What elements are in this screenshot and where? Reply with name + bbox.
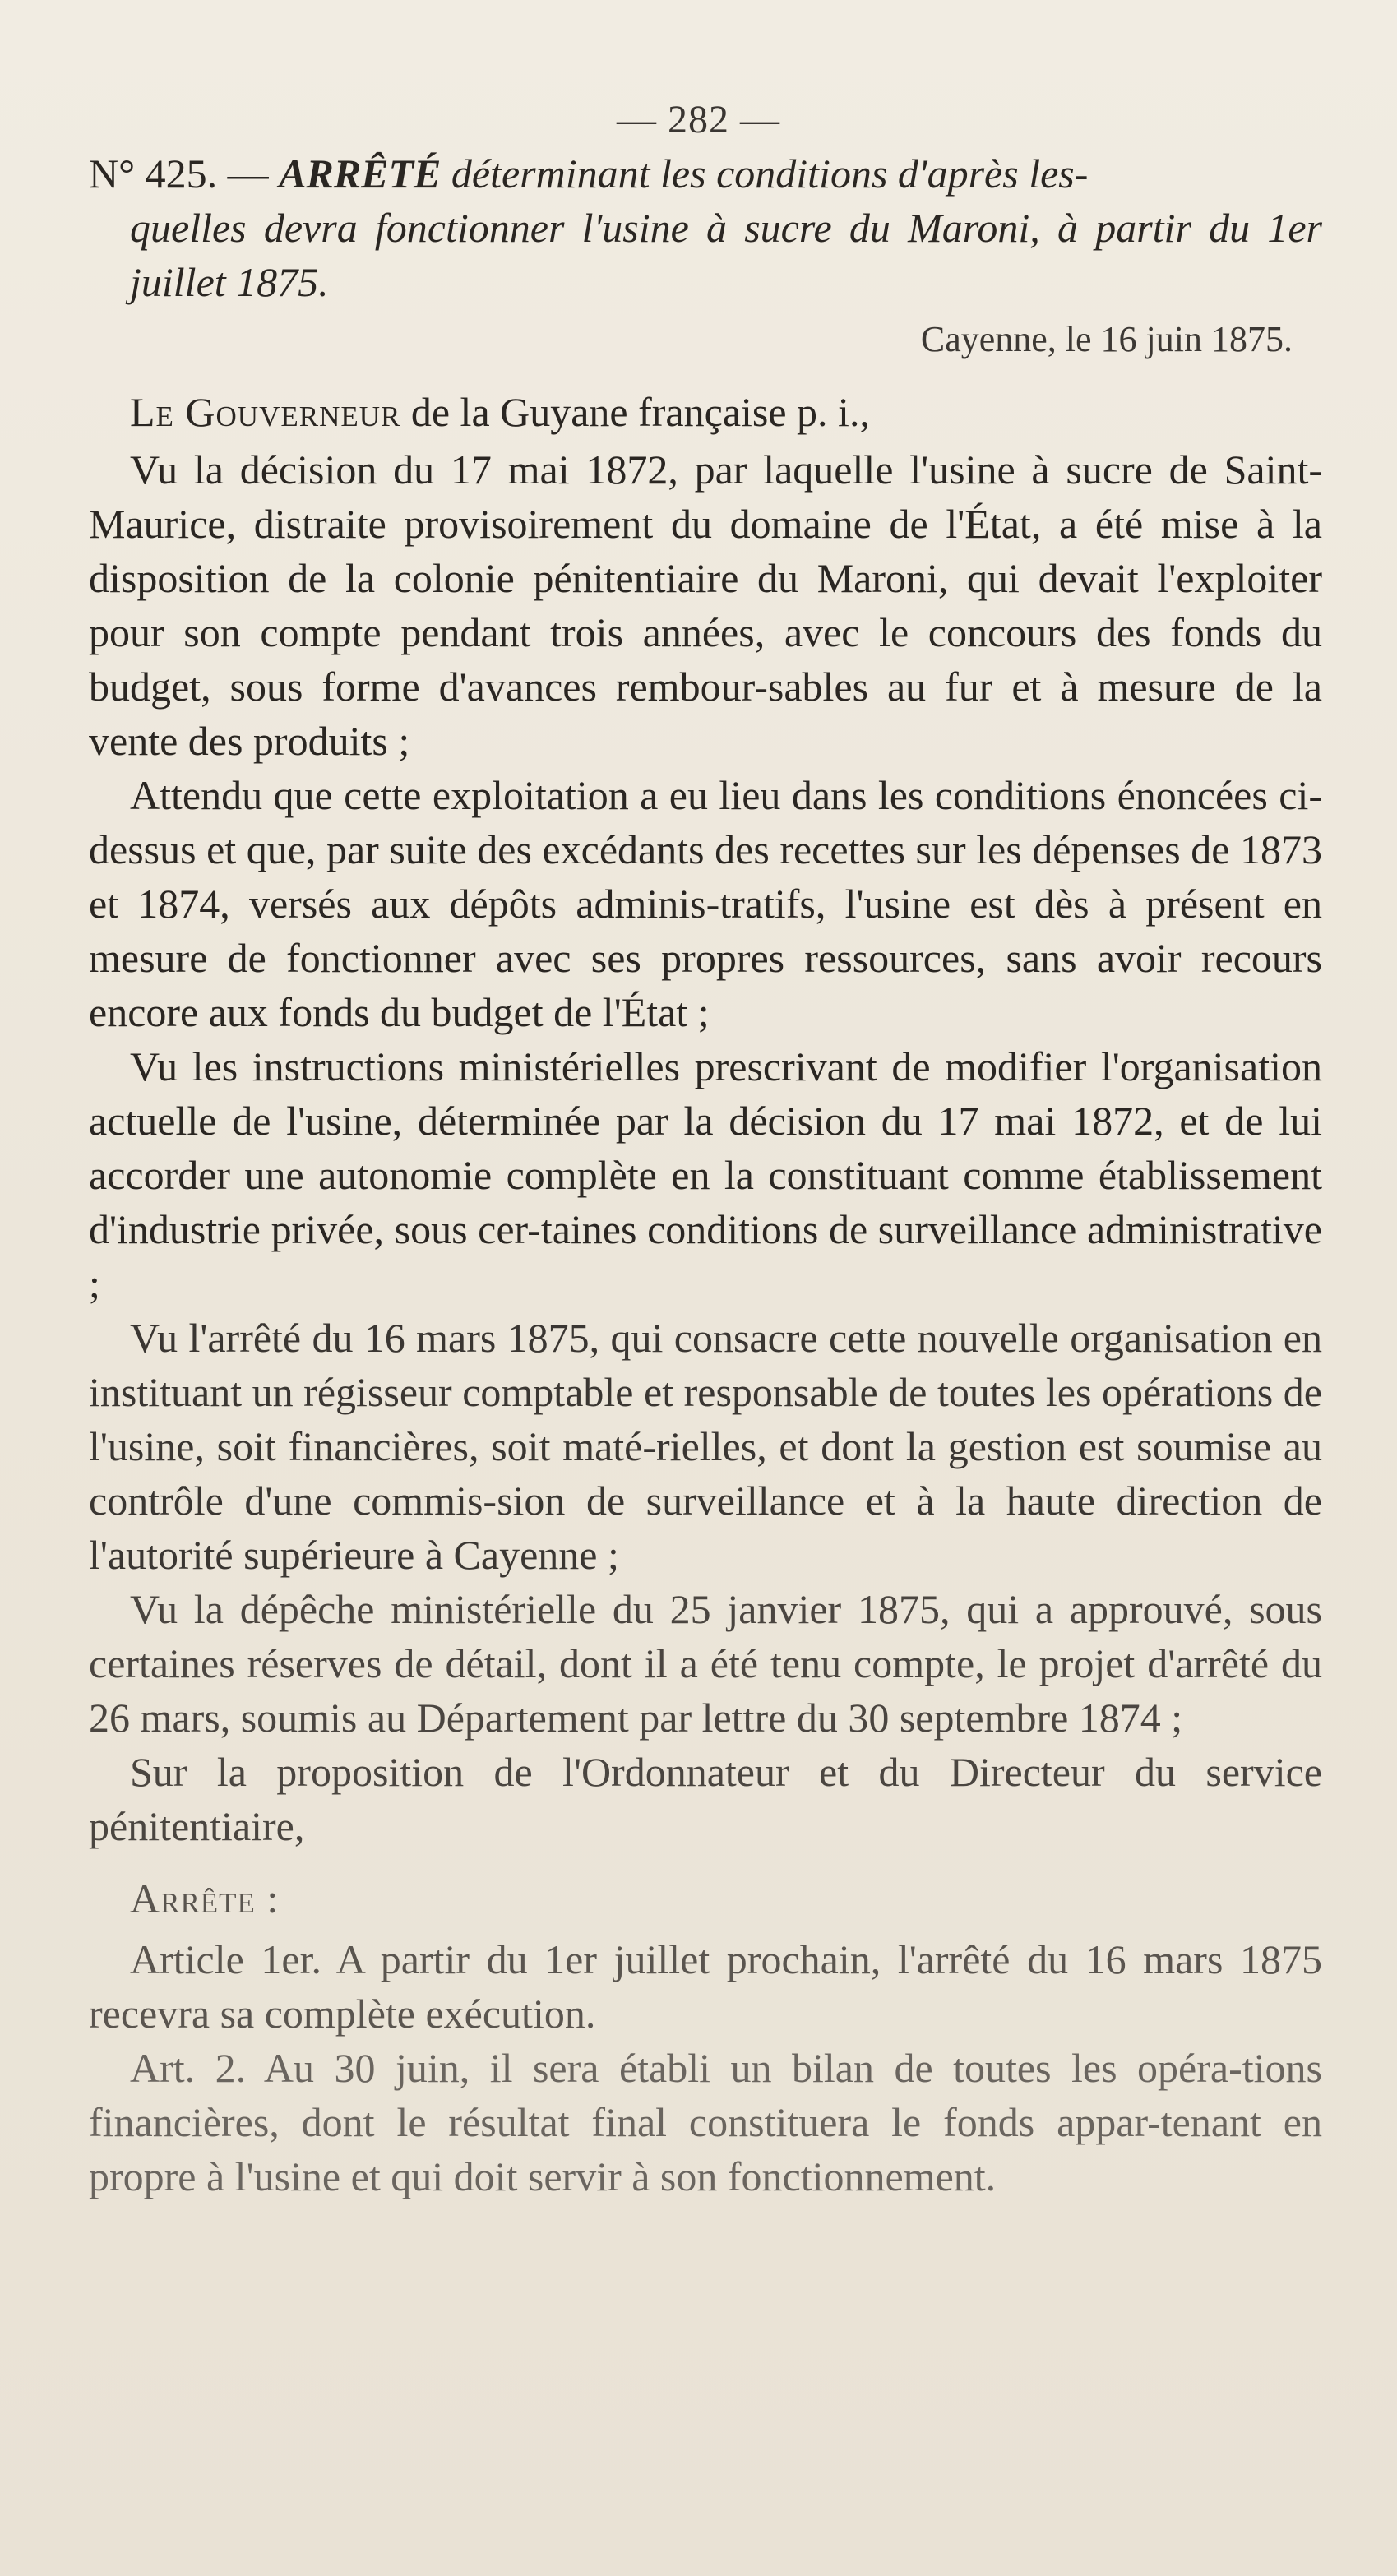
paragraph-attendu: Attendu que cette exploitation a eu lieu dans les conditions énoncées ci-dessus et que, par suite des excédants des recettes sur les dépenses de 1873 et 1874, versés aux dépôts adminis-tratifs, l'usine est dès à présent en mesure de fonctionner avec ses propres ressources, sans avoir recours encore aux fonds du budget de l'État ; [89,772,1322,1035]
paragraph-depeche: Vu la dépêche ministérielle du 25 janvier 1875, qui a approuvé, sous certaines réserves de détail, dont il a été tenu compte, le projet d'arrêté du 26 mars, soumis au Département par lettre du 30 septembre 1874 ; [89,1586,1322,1741]
paragraph-decision-1872: Vu la décision du 17 mai 1872, par laquelle l'usine à sucre de Saint-Maurice, distraite provisoirement du domaine de l'État, a été mise à la disposition de la colonie pénitentiaire du Maroni, qui devait l'exploiter pour son compte pendant trois années, avec le concours des fonds du budget, sous forme d'avances rembour-sables au fur et à mesure de la vente des produits ; [89,446,1322,764]
decree-heading [89,146,1322,309]
paragraph-arrete-mars: Vu l'arrêté du 16 mars 1875, qui consacre cette nouvelle organisation en instituant un régisseur comptable et responsable de toutes les opérations de l'usine, soit financières, soit maté-rielles, et dont la gestion est soumise au contrôle d'une commis-sion de surveillance et à la haute direction de l'autorité supérieure à Cayenne ; [89,1315,1322,1578]
arrete-label: Arrête : [130,1875,280,1922]
governor-rest: de la Guyane française p. i., [410,389,870,435]
paragraph-instructions: Vu les instructions ministérielles prescrivant de modifier l'organisation actuelle de l'usine, déterminée par la décision du 17 mai 1872, et de lui accorder une autonomie complète en la constituant comme établissement d'industrie privée, sous cer-taines conditions de surveillance administrative ; [89,1043,1322,1306]
page-number: — 282 — [617,98,780,141]
decree-number: N° 425. — [89,150,269,197]
article-1: Article 1er. A partir du 1er juillet prochain, l'arrêté du 16 mars 1875 recevra sa complète exécution. [89,1936,1322,2037]
decree-title: ARRÊTÉ [279,150,442,197]
paragraph-proposition: Sur la proposition de l'Ordonnateur et du Directeur du service pénitentiaire, [89,1749,1322,1849]
opening-line [89,385,1322,439]
article-2: Art. 2. Au 30 juin, il sera établi un bilan de toutes les opéra-tions financières, dont le résultat final constituera le fonds appar-tenant en propre à l'usine et qui doit servir à son fonctionnement. [89,2045,1322,2199]
date-line: Cayenne, le 16 juin 1875. [920,319,1293,359]
decree-title-rest: déterminant les conditions d'après les- [451,150,1089,197]
document-body [89,146,1322,2204]
governor-label: Le Gouverneur [130,389,401,435]
decree-title-continuation: quelles devra fonctionner l'usine à sucre du Maroni, à partir du 1er juillet 1875. [130,205,1322,305]
